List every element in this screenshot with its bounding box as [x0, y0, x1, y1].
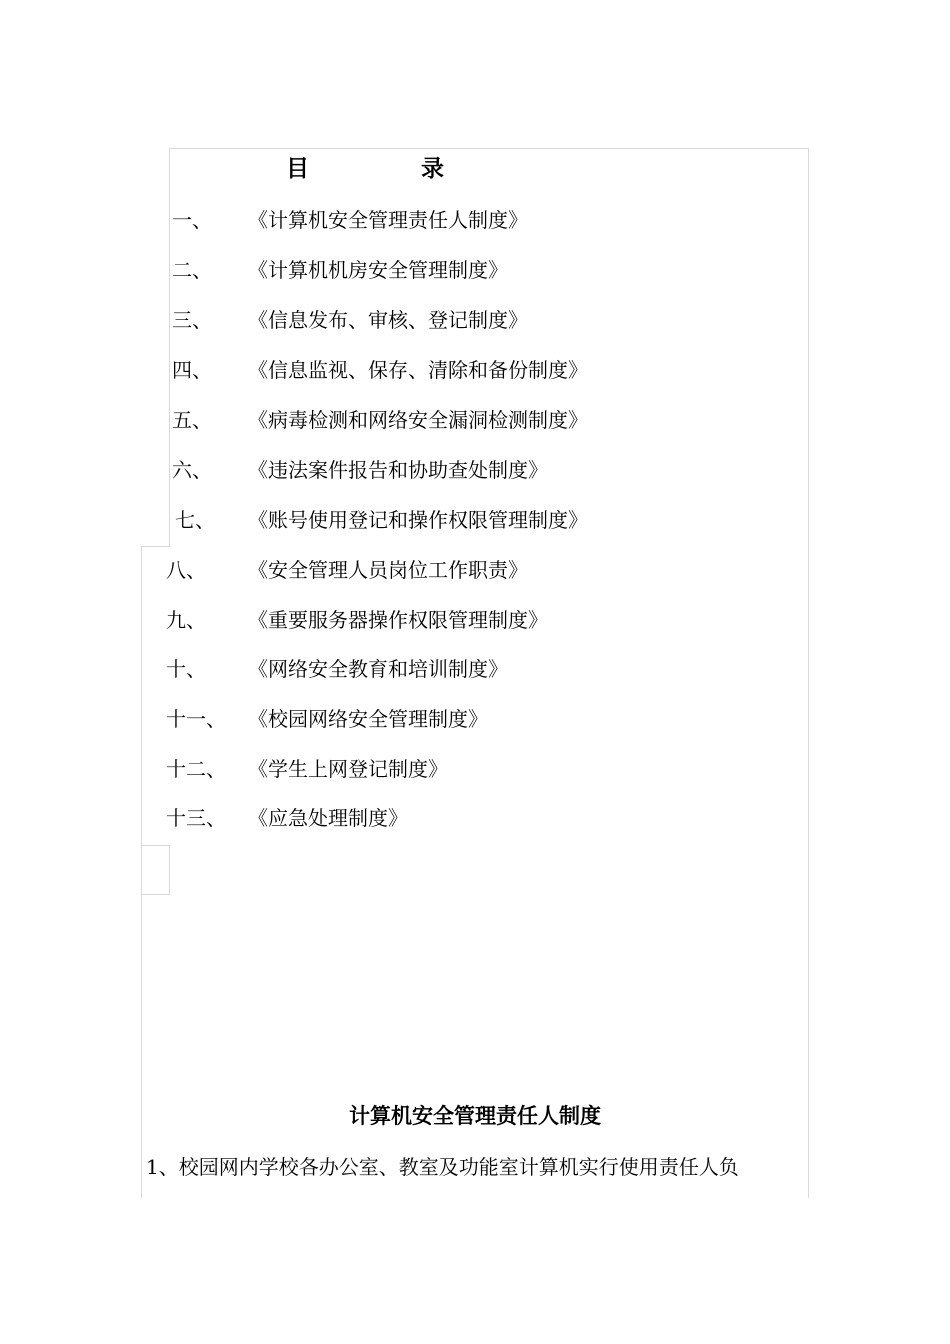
table-border-step-2: [141, 845, 170, 846]
table-border-left-upper: [169, 148, 170, 546]
toc-item-number: 十、: [166, 657, 206, 681]
toc-item-number: 一、: [172, 208, 212, 232]
table-border-right: [808, 148, 809, 1198]
toc-item-title: 《重要服务器操作权限管理制度》: [248, 608, 548, 632]
table-border-step-1: [141, 546, 170, 547]
toc-item-title: 《应急处理制度》: [248, 806, 408, 830]
section-paragraph: 1、校园网内学校各办公室、教室及功能室计算机实行使用责任人负: [146, 1155, 739, 1179]
toc-item-number: 十一、: [166, 707, 226, 731]
toc-item-number: 十三、: [166, 806, 226, 830]
toc-heading: [286, 150, 444, 183]
toc-item-title: 《计算机安全管理责任人制度》: [248, 208, 528, 232]
section-title: 计算机安全管理责任人制度: [349, 1103, 601, 1128]
toc-item-number: 七、: [175, 508, 215, 532]
toc-item-number: 二、: [172, 258, 212, 282]
table-border-step-4: [141, 894, 170, 895]
toc-item-title: 《信息发布、审核、登记制度》: [248, 308, 528, 332]
toc-item-number: 六、: [172, 458, 212, 482]
toc-item-number: 十二、: [166, 757, 226, 781]
toc-heading-right: 录: [421, 155, 444, 182]
toc-item-number: 三、: [172, 308, 212, 332]
toc-item-title: 《学生上网登记制度》: [248, 757, 448, 781]
toc-heading-left: 目: [286, 155, 309, 182]
toc-item-number: 五、: [172, 408, 212, 432]
toc-item-number: 四、: [172, 358, 212, 382]
toc-item-title: 《网络安全教育和培训制度》: [248, 657, 508, 681]
table-border-top: [169, 148, 809, 149]
toc-item-title: 《账号使用登记和操作权限管理制度》: [248, 508, 588, 532]
toc-item-number: 九、: [166, 608, 206, 632]
toc-item-title: 《校园网络安全管理制度》: [248, 707, 488, 731]
toc-item-title: 《违法案件报告和协助查处制度》: [248, 458, 548, 482]
toc-item-title: 《病毒检测和网络安全漏洞检测制度》: [248, 408, 588, 432]
table-border-step-3: [169, 845, 170, 895]
toc-item-title: 《信息监视、保存、清除和备份制度》: [248, 358, 588, 382]
toc-item-title: 《计算机机房安全管理制度》: [248, 258, 508, 282]
toc-item-title: 《安全管理人员岗位工作职责》: [248, 558, 528, 582]
toc-item-number: 八、: [166, 558, 206, 582]
